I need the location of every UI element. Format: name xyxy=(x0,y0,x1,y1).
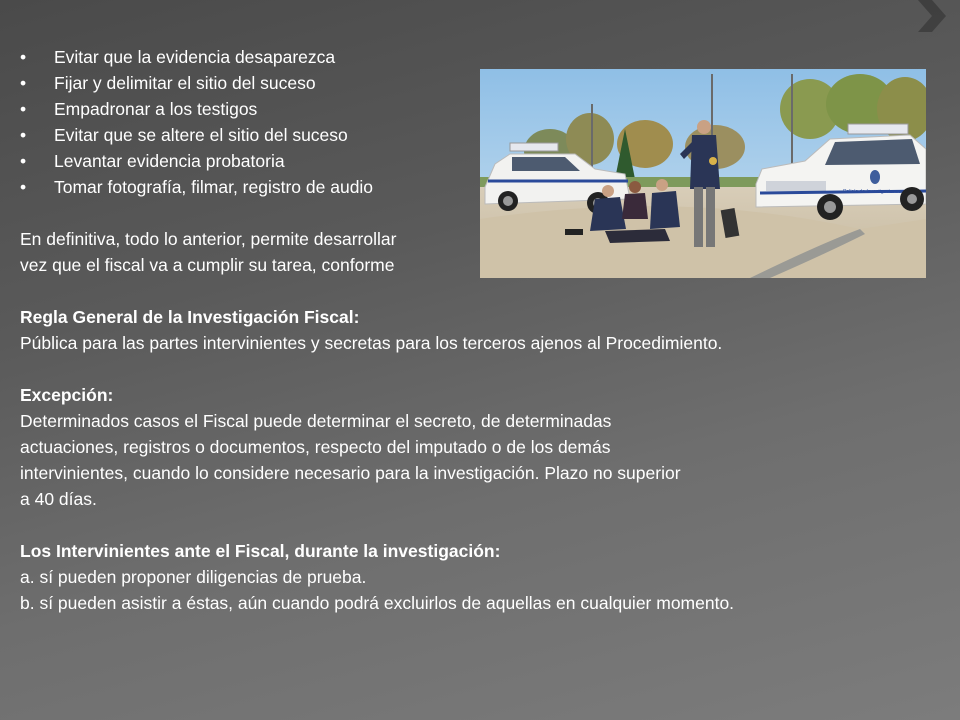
bullet-item: • Evitar que la evidencia desaparezca xyxy=(20,44,373,70)
next-slide-chevron-icon[interactable] xyxy=(918,0,960,32)
bullet-list xyxy=(20,44,373,200)
crime-scene-photo xyxy=(480,69,926,278)
excepcion-line: intervinientes, cuando lo considere necesario para la investigación. Plazo no superior xyxy=(20,463,681,483)
excepcion-line: Determinados casos el Fiscal puede determinar el secreto, de determinadas xyxy=(20,411,612,431)
excepcion-heading: Excepción: xyxy=(20,385,114,405)
intervinientes-item: a. sí pueden proponer diligencias de prueba. xyxy=(20,567,367,587)
excepcion-line: actuaciones, registros o documentos, respecto del imputado o de los demás xyxy=(20,437,611,457)
regla-heading: Regla General de la Investigación Fiscal: xyxy=(20,307,360,327)
regla-text: Pública para las partes intervinientes y secretas para los terceros ajenos al Procedimiento. xyxy=(20,333,723,353)
bullet-item: • Levantar evidencia probatoria xyxy=(20,148,373,174)
bullet-item: • Evitar que se altere el sitio del suceso xyxy=(20,122,373,148)
paragraph-line: vez que el fiscal va a cumplir su tarea, conforme xyxy=(20,255,395,275)
intervinientes-heading: Los Intervinientes ante el Fiscal, durante la investigación: xyxy=(20,541,501,561)
excepcion-line: a 40 días. xyxy=(20,489,97,509)
vehicle-label: Policía de Investigaciones xyxy=(843,189,901,195)
bullet-item: • Tomar fotografía, filmar, registro de audio xyxy=(20,174,373,200)
bullet-item: • Fijar y delimitar el sitio del suceso xyxy=(20,70,373,96)
intervinientes-item: b. sí pueden asistir a éstas, aún cuando podrá excluirlos de aquellas en cualquier momento. xyxy=(20,593,735,613)
bullet-item: • Empadronar a los testigos xyxy=(20,96,373,122)
body-text xyxy=(20,226,920,616)
paragraph-line: En definitiva, todo lo anterior, permite desarrollar xyxy=(20,229,397,249)
